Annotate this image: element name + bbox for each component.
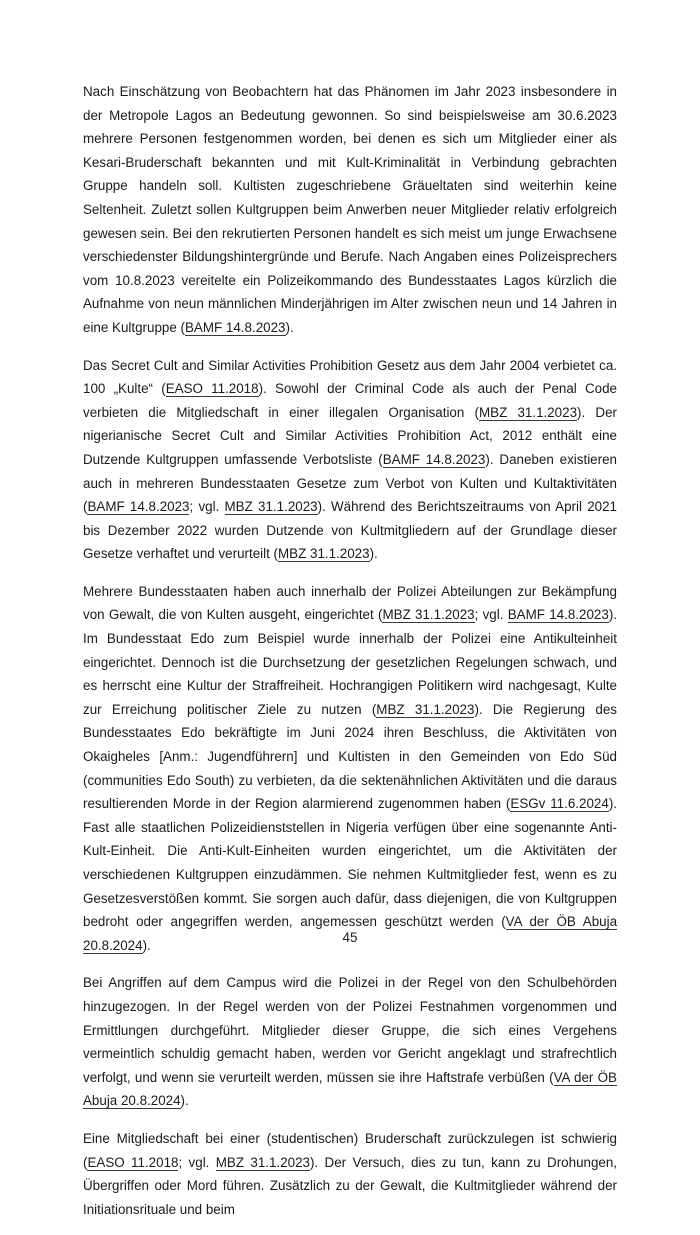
paragraph-text: Das Secret Cult and Similar Activities Prohibition Gesetz aus dem Jahr 2004 verbietet ca. 100 „Kulte“ ( <box>83 357 617 397</box>
paragraph-text: ). Der Versuch, dies zu tun, kann zu Drohungen, Übergriffen oder Mord führen. Zusätzlich zu der Gewalt, die Kultmitglieder während der Initiationsrituale und beim <box>83 1154 618 1217</box>
paragraph-text: ; vgl. <box>178 1154 216 1170</box>
paragraph-5 <box>83 1127 617 1221</box>
paragraph-text: ). <box>285 319 294 335</box>
citation-link[interactable]: MBZ 31.1.2023 <box>382 607 475 623</box>
citation-link[interactable]: MBZ 31.1.2023 <box>224 499 318 515</box>
paragraph-text: ). Der nigerianische Secret Cult and Similar Activities Prohibition Act, 2012 enthält eine Dutzende Kultgruppen umfassende Verbotsliste ( <box>83 404 617 467</box>
citation-link[interactable]: BAMF 14.8.2023 <box>185 319 286 335</box>
paragraph-text: ; vgl. <box>189 499 225 515</box>
paragraph-4 <box>83 971 617 1113</box>
citation-link[interactable]: EASO 11.2018 <box>165 381 259 397</box>
paragraph-3 <box>83 580 617 958</box>
paragraph-text: ). Fast alle staatlichen Polizeidienststellen in Nigeria verfügen über eine sogenannte Anti-Kult-Einheit. Die Anti-Kult-Einheiten wurden eingerichtet, um die Aktivitäten der verschiedenen Kultgruppen einzudämmen. Sie nehmen Kultmitglieder fest, wenn es zu Gesetzesverstößen kommt. Sie sorgen auch dafür, dass diejenigen, die von Kultgruppen bedroht oder angegriffen werden, angemessen geschützt werden ( <box>83 796 617 930</box>
paragraph-text: Nach Einschätzung von Beobachtern hat das Phänomen im Jahr 2023 insbesondere in der Metropole Lagos an Bedeutung gewonnen. So sind beispielsweise am 30.6.2023 mehrere Personen festgenommen worden, bei denen es sich um Mitglieder einer als Kesari-Bruderschaft bekannten und mit Kult-Kriminalität in Verbindung gebrachten Gruppe handeln soll. Kultisten zugeschriebene Gräueltaten sind weiterhin keine Seltenheit. Zuletzt sollen Kultgruppen beim Anwerben neuer Mitglieder relativ erfolgreich gewesen sein. Bei den rekrutierten Personen handelt es sich meist um junge Erwachsene verschiedenster Bildungshintergründe und Berufe. Nach Angaben eines Polizeisprechers vom 10.8.2023 vereitelte ein Polizeikommando des Bundesstaates Lagos kürzlich die Aufnahme von neun männlichen Minderjährigen im Alter zwischen neun und 14 Jahren in eine Kultgruppe ( <box>83 84 617 335</box>
citation-link[interactable]: BAMF 14.8.2023 <box>87 499 190 515</box>
paragraph-text: ). <box>180 1093 189 1109</box>
citation-link[interactable]: MBZ 31.1.2023 <box>376 701 475 717</box>
paragraph-text: ). Daneben existieren auch in mehreren Bundesstaaten Gesetze zum Verbot von Kulten und Kultaktivitäten ( <box>83 451 617 515</box>
paragraph-text: ). <box>142 937 151 953</box>
paragraph-text: ). Die Regierung des Bundesstaates Edo bekräftigte im Juni 2024 ihren Beschluss, die Aktivitäten von Okaigheles [Anm.: Jugendführern] und Kultisten in den Gemeinden von Edo Süd (communities Edo South) zu verbieten, da die sektenähnlichen Aktivitäten und die daraus resultierenden Morde in der Region alarmierend zugenommen haben ( <box>83 701 617 812</box>
paragraph-2 <box>83 354 617 566</box>
citation-link[interactable]: BAMF 14.8.2023 <box>507 607 609 623</box>
citation-link[interactable]: EASO 11.2018 <box>87 1154 179 1170</box>
paragraph-text: ). Während des Berichtszeitraums von April 2021 bis Dezember 2022 wurden Dutzende von Kultmitgliedern auf der Grundlage dieser Gesetze verhaftet und verurteilt ( <box>83 499 617 562</box>
paragraph-text: Bei Angriffen auf dem Campus wird die Polizei in der Regel von den Schulbehörden hinzugezogen. In der Regel werden von der Polizei Festnahmen vorgenommen und Ermittlungen durchgeführt. Mitglieder dieser Gruppe, die sich eines Vergehens vermeintlich schuldig gemacht haben, werden vor Gericht angeklagt und strafrechtlich verfolgt, und wenn sie verurteilt werden, müssen sie ihre Haftstrafe verbüßen ( <box>83 975 617 1085</box>
paragraph-text: ). Im Bundesstaat Edo zum Beispiel wurde innerhalb der Polizei eine Antikulteinheit eingerichtet. Dennoch ist die Durchsetzung der gesetzlichen Regelungen schwach, und es herrscht eine Kultur der Straffreiheit. Hochrangigen Politikern wird nachgesagt, Kulte zur Erreichung politischer Ziele zu nutzen ( <box>83 607 617 717</box>
citation-link[interactable]: MBZ 31.1.2023 <box>278 546 370 562</box>
citation-link[interactable]: VA der ÖB Abuja 20.8.2024 <box>83 1069 617 1109</box>
paragraph-text: Eine Mitgliedschaft bei einer (studentischen) Bruderschaft zurückzulegen ist schwierig ( <box>83 1130 617 1170</box>
document-body <box>83 80 617 1235</box>
paragraph-text: ). <box>369 546 378 562</box>
citation-link[interactable]: ESGv 11.6.2024 <box>510 796 609 812</box>
paragraph-text: Mehrere Bundesstaaten haben auch innerhalb der Polizei Abteilungen zur Bekämpfung von Gewalt, die von Kulten ausgeht, eingerichtet ( <box>83 583 617 623</box>
citation-link[interactable]: MBZ 31.1.2023 <box>215 1154 310 1170</box>
citation-link[interactable]: VA der ÖB Abuja 20.8.2024 <box>83 914 618 953</box>
citation-link[interactable]: BAMF 14.8.2023 <box>382 451 486 467</box>
paragraph-text: ; vgl. <box>474 607 508 623</box>
citation-link[interactable]: MBZ 31.1.2023 <box>478 404 578 420</box>
page-number: 45 <box>342 930 358 945</box>
paragraph-1 <box>83 80 617 340</box>
paragraph-text: ). Sowohl der Criminal Code als auch der Penal Code verbieten die Mitgliedschaft in einer illegalen Organisation ( <box>83 381 618 420</box>
